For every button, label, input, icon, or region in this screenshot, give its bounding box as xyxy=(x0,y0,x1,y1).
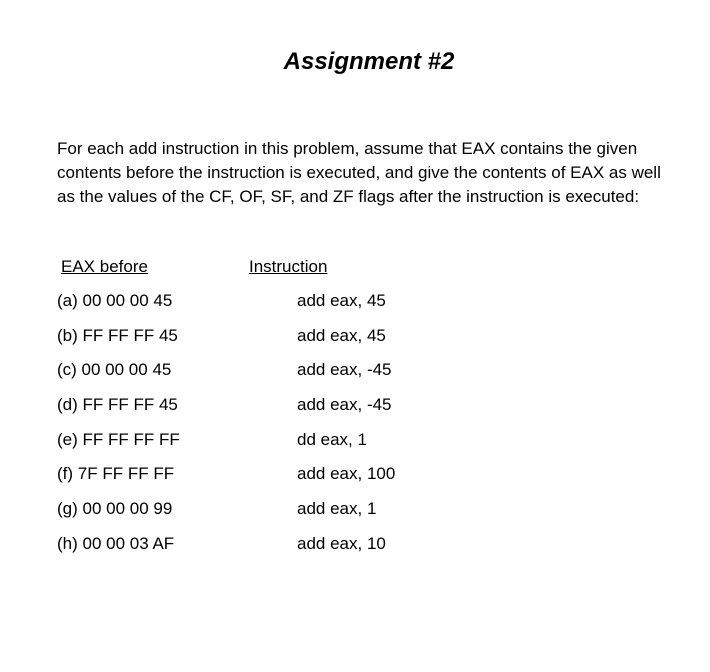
instruction-value: add eax, -45 xyxy=(297,395,392,415)
table-row xyxy=(0,360,710,395)
eax-value: (d) FF FF FF 45 xyxy=(57,395,178,415)
eax-value: (a) 00 00 00 45 xyxy=(57,291,173,310)
table-row xyxy=(0,430,710,465)
table-row xyxy=(0,395,710,430)
table-row xyxy=(0,291,710,326)
problem-table xyxy=(0,291,710,569)
instruction-value: add eax, 10 xyxy=(297,533,386,553)
instruction-value: dd eax, 1 xyxy=(297,429,367,449)
table-row xyxy=(0,534,710,569)
eax-value: (g) 00 00 00 99 xyxy=(57,499,173,519)
instruction-value: add eax, 45 xyxy=(297,291,386,310)
eax-value: (h) 00 00 03 AF xyxy=(57,533,175,553)
instruction-value: add eax, -45 xyxy=(297,360,392,380)
instruction-value: add eax, 100 xyxy=(297,464,396,484)
page-title: Assignment #2 xyxy=(283,48,455,75)
instruction-value: add eax, 45 xyxy=(297,325,386,345)
table-row xyxy=(0,499,710,534)
instruction-value: add eax, 1 xyxy=(297,499,377,519)
eax-value: (c) 00 00 00 45 xyxy=(57,360,172,380)
eax-value: (f) 7F FF FF FF xyxy=(57,464,175,484)
table-row xyxy=(0,464,710,499)
eax-value: (e) FF FF FF FF xyxy=(57,429,180,449)
eax-before-header: EAX before xyxy=(61,257,148,276)
instruction-header: Instruction xyxy=(249,257,328,276)
table-row xyxy=(0,326,710,361)
eax-value: (b) FF FF FF 45 xyxy=(57,325,178,345)
problem-intro: For each add instruction in this problem, assume that EAX contains the given contents before the instruction is executed, and give the contents of EAX as well as the values of the CF, OF, SF, and ZF flags after the instruction is executed: xyxy=(57,139,661,206)
